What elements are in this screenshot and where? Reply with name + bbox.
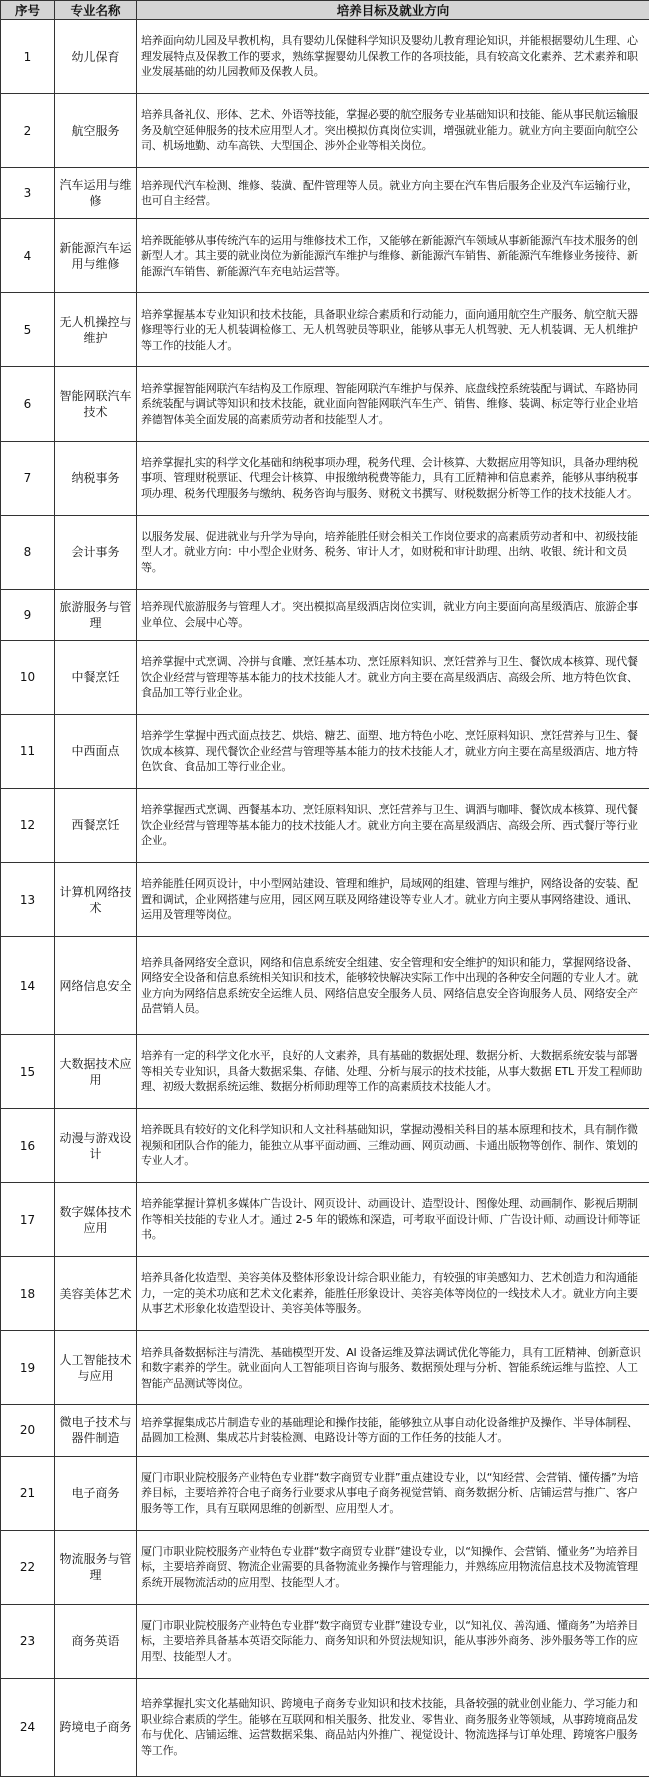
- major-name: 计算机网络技术: [55, 863, 137, 937]
- row-number: 4: [1, 219, 55, 293]
- table-header: [1, 1, 649, 20]
- major-name: 美容美体艺术: [55, 1257, 137, 1331]
- row-number: 15: [1, 1035, 55, 1109]
- training-goal-and-career: 培养具备网络安全意识，网络和信息系统安全组建、安全管理和安全维护的知识和能力，掌握网络设备、网络安全设备和信息系统相关知识和技术，能够较快解决实际工作中出现的各种安全问题的专业人才。就业方向为网络信息系统安全运维人员、网络信息安全服务人员、网络信息安全咨询服务人员、网络安全产品营销人员。: [137, 937, 649, 1035]
- table-row: [1, 515, 649, 589]
- table-row: [1, 863, 649, 937]
- row-number: 11: [1, 714, 55, 788]
- row-number: 6: [1, 367, 55, 441]
- major-name: 动漫与游戏设计: [55, 1109, 137, 1183]
- table-row: [1, 168, 649, 219]
- training-goal-and-career: 培养掌握中式烹调、冷拼与食雕、烹饪基本功、烹饪原料知识、烹饪营养与卫生、餐饮成本核算、现代餐饮企业经营与管理等基本能力的技术技能人才。就业方向主要在高星级酒店、高级会所、地方特色饮食、食品加工等行业企业。: [137, 640, 649, 714]
- table-row: [1, 20, 649, 94]
- row-number: 21: [1, 1456, 55, 1530]
- row-number: 13: [1, 863, 55, 937]
- training-goal-and-career: 厦门市职业院校服务产业特色专业群“数字商贸专业群”重点建设专业，以“知经营、会营销、懂传播”为培养目标，主要培养符合电子商务行业要求从事电子商务视觉营销、商务数据分析、店铺运营与推广、客户服务等工作，具有互联网思维的创新型、应用型人才。: [137, 1456, 649, 1530]
- major-name: 纳税事务: [55, 441, 137, 515]
- training-goal-and-career: 以服务发展、促进就业与升学为导向，培养能胜任财会相关工作岗位要求的高素质劳动者和中、初级技能型人才。就业方向：中小型企业财务、税务、审计人才，如财税和审计助理、出纳、收银、统计和文员等。: [137, 515, 649, 589]
- table-row: [1, 1331, 649, 1405]
- row-number: 8: [1, 515, 55, 589]
- row-number: 10: [1, 640, 55, 714]
- row-number: 23: [1, 1604, 55, 1678]
- table-row: [1, 1456, 649, 1530]
- training-goal-and-career: 培养掌握扎实文化基础知识、跨境电子商务专业知识和技术技能，具备较强的就业创业能力、学习能力和职业综合素质的学生。能够在互联网和相关服务、批发业、零售业、商务服务业等领域，从事跨境商品发布与优化、店铺运维、运营数据采集、商品站内外推广、视觉设计、物流选择与订单处理、跨境客户服务等工作。: [137, 1678, 649, 1776]
- training-goal-and-career: 培养现代旅游服务与管理人才。突出模拟高星级酒店岗位实训，就业方向主要面向高星级酒店、旅游企事业单位、会展中心等。: [137, 589, 649, 640]
- major-name: 航空服务: [55, 94, 137, 168]
- table-row: [1, 714, 649, 788]
- major-name: 旅游服务与管理: [55, 589, 137, 640]
- table-row: [1, 1257, 649, 1331]
- table-row: [1, 367, 649, 441]
- major-name: 大数据技术应用: [55, 1035, 137, 1109]
- table-row: [1, 1530, 649, 1604]
- row-number: 18: [1, 1257, 55, 1331]
- row-number: 2: [1, 94, 55, 168]
- training-goal-and-career: 培养有一定的科学文化水平，良好的人文素养，具有基础的数据处理、数据分析、大数据系统安装与部署等相关专业知识，具备大数据采集、存储、处理、分析与展示的技术技能，从事大数据 ETL 开发工程师助理、初级大数据系统运维、数据分析师助理等工作的高素质技术技能人才。: [137, 1035, 649, 1109]
- major-name: 智能网联汽车技术: [55, 367, 137, 441]
- table-row: [1, 1109, 649, 1183]
- table-row: [1, 1405, 649, 1456]
- table-row: [1, 1035, 649, 1109]
- major-name: 物流服务与管理: [55, 1530, 137, 1604]
- major-name: 数字媒体技术应用: [55, 1183, 137, 1257]
- row-number: 1: [1, 20, 55, 94]
- training-goal-and-career: 培养具备礼仪、形体、艺术、外语等技能，掌握必要的航空服务专业基础知识和技能、能从事民航运输服务及航空延伸服务的技术应用型人才。突出模拟仿真岗位实训，增强就业能力。就业方向主要面向航空公司、机场地勤、动车高铁、大型国企、涉外企业等相关岗位。: [137, 94, 649, 168]
- table-row: [1, 1183, 649, 1257]
- major-name: 西餐烹饪: [55, 788, 137, 862]
- major-name: 新能源汽车运用与维修: [55, 219, 137, 293]
- major-name: 中西面点: [55, 714, 137, 788]
- training-goal-and-career: 培养学生掌握中西式面点技艺、烘焙、糖艺、面塑、地方特色小吃、烹饪原料知识、烹饪营养与卫生、餐饮成本核算、现代餐饮企业经营与管理等基本能力的技术技能人才，就业方向主要在高星级酒店、地方特色饮食、食品加工等行业企业。: [137, 714, 649, 788]
- major-name: 会计事务: [55, 515, 137, 589]
- training-goal-and-career: 培养能胜任网页设计，中小型网站建设、管理和维护，局域网的组建、管理与维护，网络设备的安装、配置和调试，企业网搭建与应用，园区网互联及网络建设等专业人才。就业方向主要从事网络建设、通讯、运用及管理等岗位。: [137, 863, 649, 937]
- training-goal-and-career: 培养掌握智能网联汽车结构及工作原理、智能网联汽车维护与保养、底盘线控系统装配与调试、车路协同系统装配与调试等知识和技术技能，就业面向智能网联汽车生产、销售、维修、装调、标定等行业企业培养德智体美全面发展的高素质劳动者和技能型人才。: [137, 367, 649, 441]
- row-number: 16: [1, 1109, 55, 1183]
- row-number: 20: [1, 1405, 55, 1456]
- table-row: [1, 1604, 649, 1678]
- training-goal-and-career: 培养具备化妆造型、美容美体及整体形象设计综合职业能力，有较强的审美感知力、艺术创造力和沟通能力，一定的美术功底和艺术文化素养，能胜任形象设计、美容美体等岗位的一线技术人才。就业方向主要从事艺术形象化妆造型设计、美容美体等服务。: [137, 1257, 649, 1331]
- training-goal-and-career: 厦门市职业院校服务产业特色专业群“数字商贸专业群”建设专业，以“知操作、会营销、懂业务”为培养目标，主要培养商贸、物流企业需要的具备物流业务操作与管理能力，并熟练应用物流信息技术及物流管理系统开展物流活动的应用型、技能型人才。: [137, 1530, 649, 1604]
- major-name: 汽车运用与维修: [55, 168, 137, 219]
- training-goal-and-career: 培养能掌握计算机多媒体广告设计、网页设计、动画设计、造型设计、图像处理、动画制作、影视后期制作等相关技能的专业人才。通过 2-5 年的锻炼和深造，可考取平面设计师、广告设计师、动画设计师等证书。: [137, 1183, 649, 1257]
- training-goal-and-career: 培养既具有较好的文化科学知识和人文社科基础知识，掌握动漫相关科目的基本原理和技术，具有制作微视频和团队合作的能力，能独立从事平面动画、三维动画、网页动画、卡通出版物等创作、制作、策划的专业人才。: [137, 1109, 649, 1183]
- table-body: [1, 20, 649, 1777]
- row-number: 14: [1, 937, 55, 1035]
- table-row: [1, 1678, 649, 1776]
- table-row: [1, 441, 649, 515]
- table-row: [1, 219, 649, 293]
- table-row: [1, 293, 649, 367]
- table-row: [1, 788, 649, 862]
- row-number: 5: [1, 293, 55, 367]
- training-goal-and-career: 培养掌握集成芯片制造专业的基础理论和操作技能，能够独立从事自动化设备维护及操作、半导体制程、晶圆加工检测、集成芯片封装检测、电路设计等方面的工作任务的技能人才。: [137, 1405, 649, 1456]
- major-name: 中餐烹饪: [55, 640, 137, 714]
- table-row: [1, 589, 649, 640]
- training-goal-and-career: 厦门市职业院校服务产业特色专业群“数字商贸专业群”建设专业，以“知礼仪、善沟通、懂商务”为培养目标，主要培养具备基本英语交际能力、商务知识和外贸法规知识，能从事涉外商务、涉外服务等工作的应用型、技能型人才。: [137, 1604, 649, 1678]
- training-goal-and-career: 培养现代汽车检测、维修、装潢、配件管理等人员。就业方向主要在汽车售后服务企业及汽车运输行业，也可自主经营。: [137, 168, 649, 219]
- row-number: 22: [1, 1530, 55, 1604]
- table-row: [1, 640, 649, 714]
- table-row: [1, 937, 649, 1035]
- row-number: 9: [1, 589, 55, 640]
- row-number: 3: [1, 168, 55, 219]
- header-no: 序号: [1, 1, 55, 20]
- table-row: [1, 94, 649, 168]
- major-name: 商务英语: [55, 1604, 137, 1678]
- training-goal-and-career: 培养掌握扎实的科学文化基础和纳税事项办理，税务代理、会计核算、大数据应用等知识，具备办理纳税事项、管理财税票证、代理会计核算、申报缴纳税费等能力，具有工匠精神和信息素养，能够从事纳税事项办理、税务代理服务与缴纳、税务咨询与服务、财税文书撰写、财税数据分析等工作的技术技能人才。: [137, 441, 649, 515]
- training-goal-and-career: 培养既能够从事传统汽车的运用与维修技术工作，又能够在新能源汽车领域从事新能源汽车技术服务的创新型人才。其主要的就业岗位为新能源汽车维护与维修、新能源汽车销售、新能源汽车维修业务接待、新能源汽车销售、新能源汽车充电站运营等。: [137, 219, 649, 293]
- training-goal-and-career: 培养具备数据标注与清洗、基础模型开发、AI 设备运维及算法调试优化等能力，具有工匠精神、创新意识和数字素养的学生。就业面向人工智能项目咨询与服务、数据预处理与分析、智能系统运维与监控、人工智能产品测试等岗位。: [137, 1331, 649, 1405]
- training-goal-and-career: 培养掌握西式烹调、西餐基本功、烹饪原料知识、烹饪营养与卫生、调酒与咖啡、餐饮成本核算、现代餐饮企业经营与管理等基本能力的技术技能人才。就业方向主要在高星级酒店、高级会所、西式餐厅等行业企业。: [137, 788, 649, 862]
- training-goal-and-career: 培养面向幼儿园及早教机构，具有婴幼儿保健科学知识及婴幼儿教育理论知识，并能根据婴幼儿生理、心理发展特点及保教工作的要求，熟练掌握婴幼儿保教工作的各项技能，具有较高文化素养、艺术素养和职业发展基础的幼儿园教师及保教人员。: [137, 20, 649, 94]
- row-number: 24: [1, 1678, 55, 1776]
- training-goal-and-career: 培养掌握基本专业知识和技术技能，具备职业综合素质和行动能力，面向通用航空生产服务、航空航天器修理等行业的无人机装调检修工、无人机驾驶员等职业，能够从事无人机驾驶、无人机装调、无人机维护等工作的技能人才。: [137, 293, 649, 367]
- major-name: 跨境电子商务: [55, 1678, 137, 1776]
- major-name: 微电子技术与器件制造: [55, 1405, 137, 1456]
- row-number: 17: [1, 1183, 55, 1257]
- row-number: 7: [1, 441, 55, 515]
- row-number: 19: [1, 1331, 55, 1405]
- major-name: 幼儿保育: [55, 20, 137, 94]
- row-number: 12: [1, 788, 55, 862]
- header-name: 专业名称: [55, 1, 137, 20]
- major-name: 电子商务: [55, 1456, 137, 1530]
- major-name: 无人机操控与维护: [55, 293, 137, 367]
- header-desc: 培养目标及就业方向: [137, 1, 649, 20]
- major-name: 人工智能技术与应用: [55, 1331, 137, 1405]
- major-name: 网络信息安全: [55, 937, 137, 1035]
